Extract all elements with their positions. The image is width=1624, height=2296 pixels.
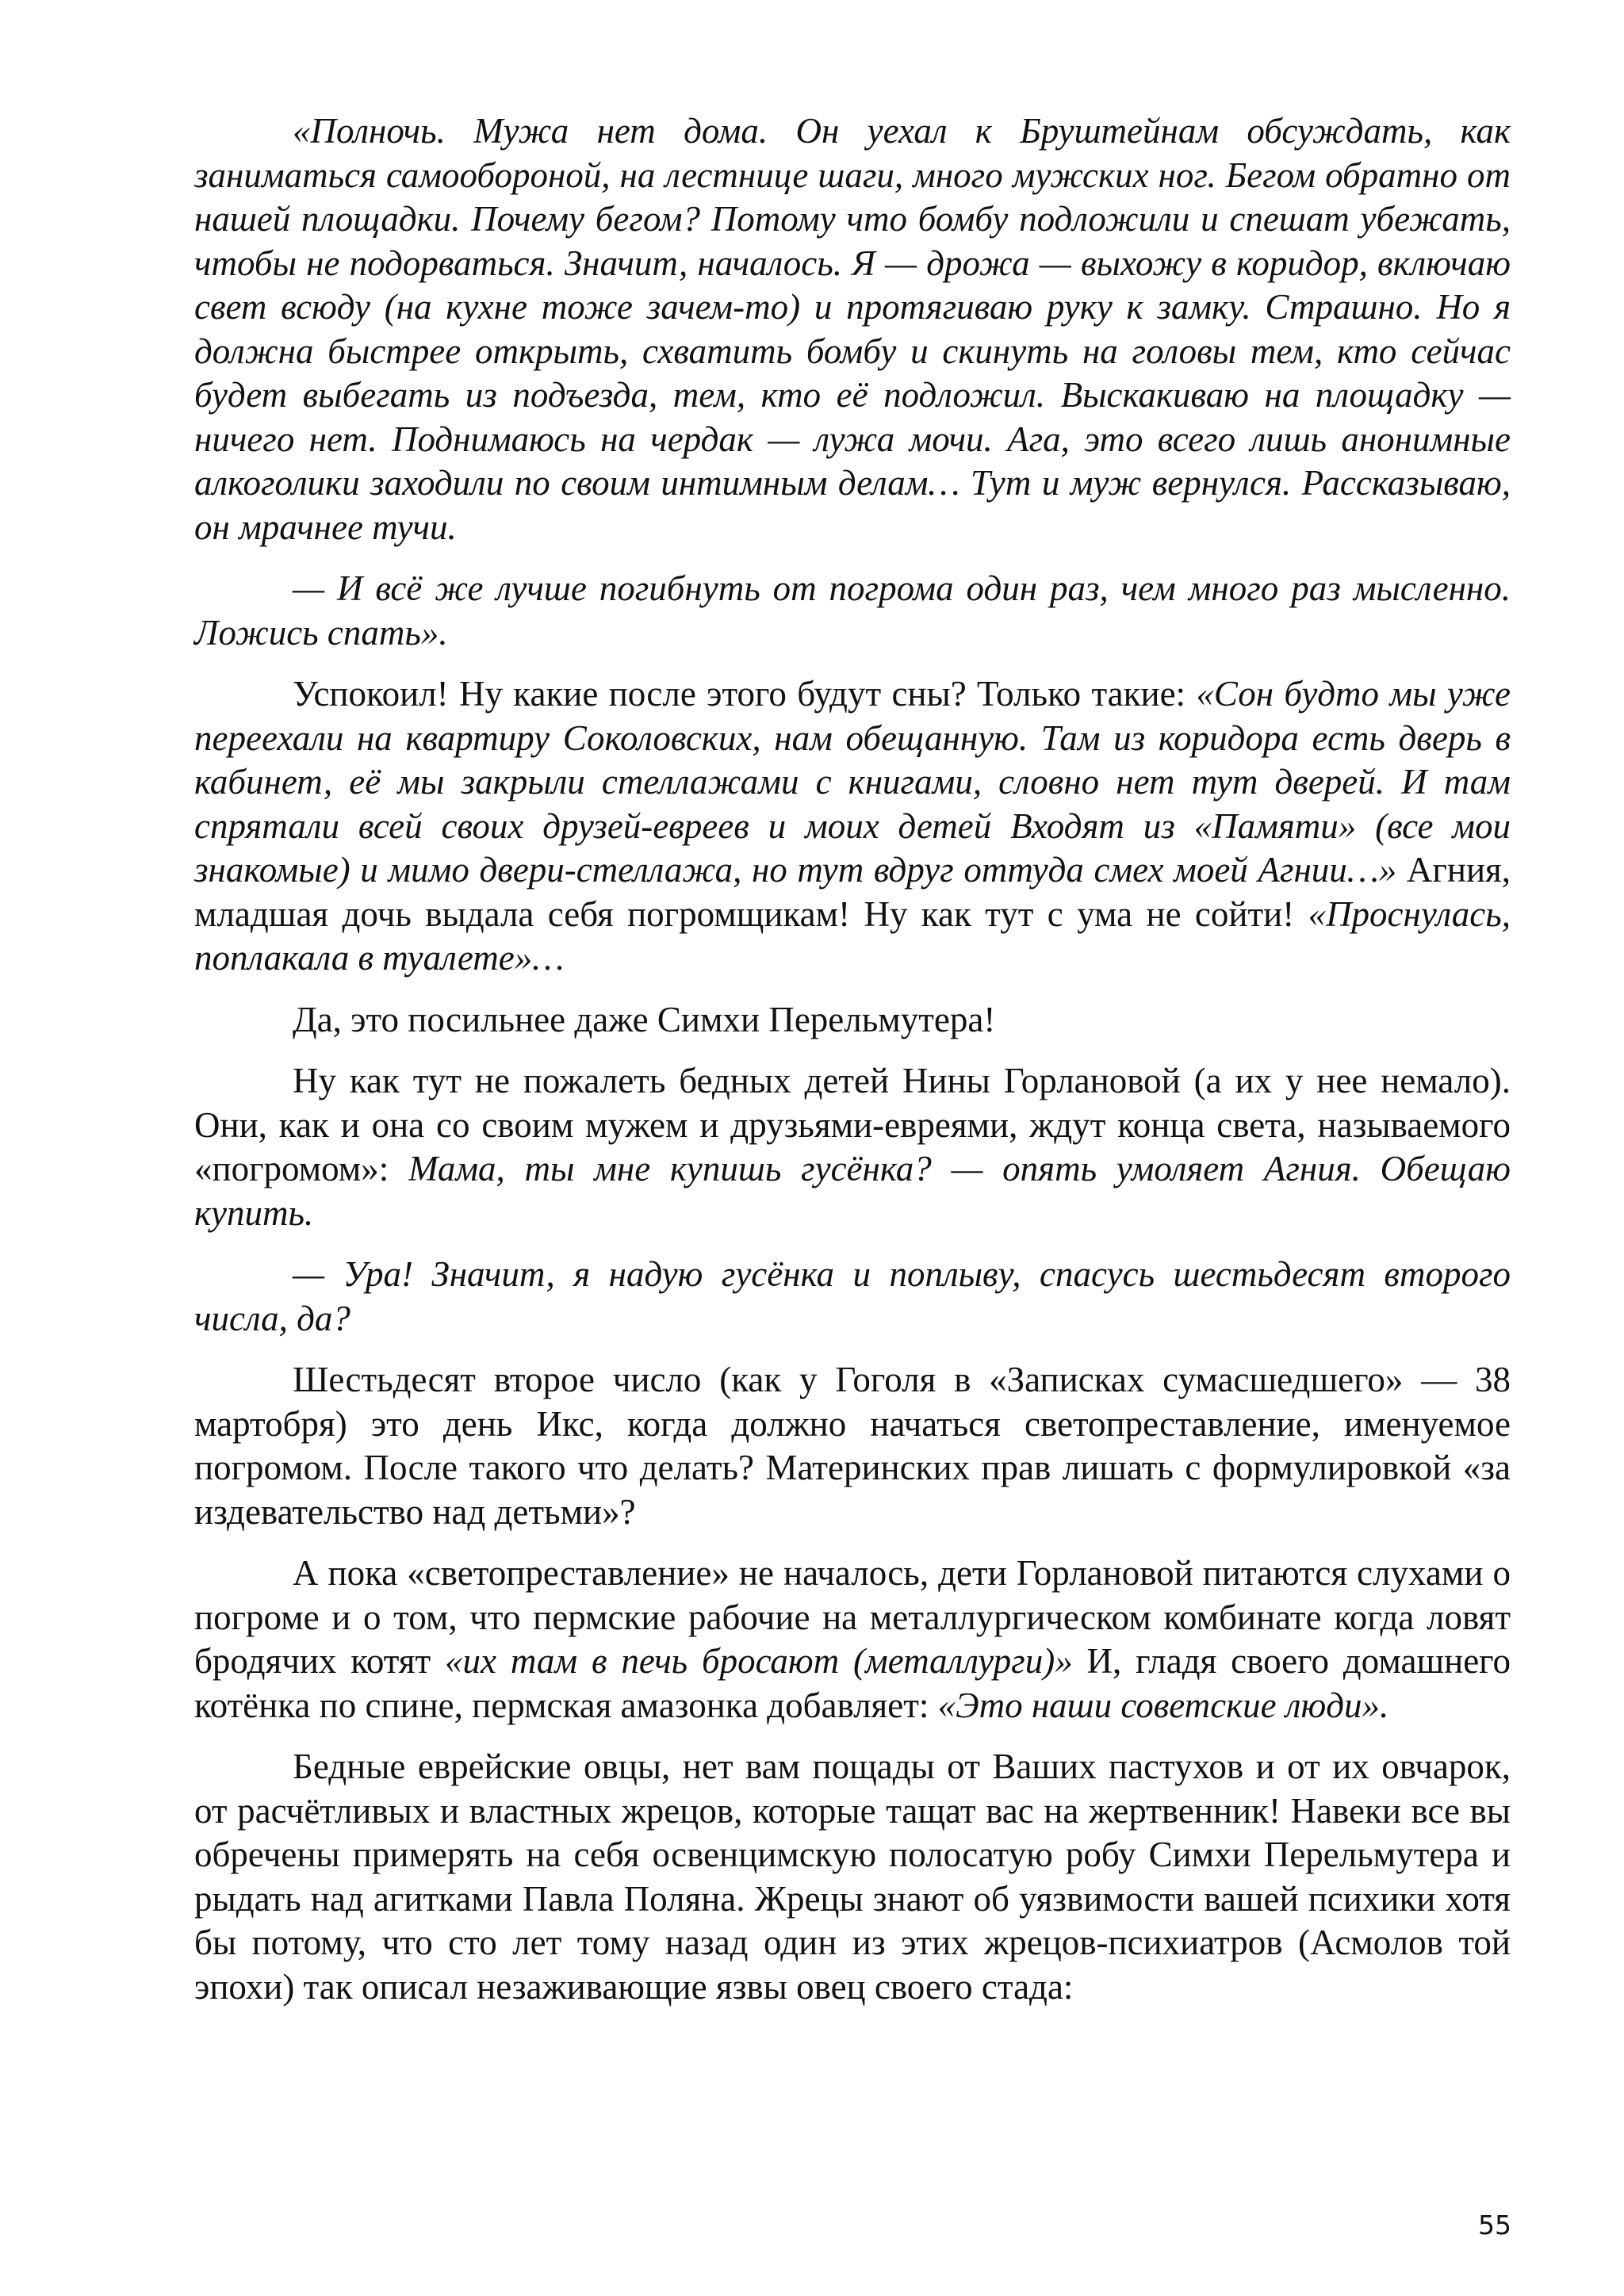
paragraph-dream (194, 672, 1511, 981)
paragraph-sixty-second-number (194, 1358, 1511, 1534)
paragraph-husband-reply (194, 567, 1511, 655)
rumors-quote-text: «их там в печь бросают (металлурги)» (445, 1641, 1073, 1681)
paragraph-perelmuter-remark (194, 998, 1511, 1043)
perelmuter-remark-text: Да, это посильнее даже Симхи Перельмутера! (293, 999, 996, 1039)
diary-quote-text: «Полночь. Мужа нет дома. Он уехал к Бруштейнам обсуждать, как заниматься самообороной, на лестнице шаги, много мужских ног. Бегом обратно от нашей площадки. Почему бегом? Потому что бомбу подложили и спешат убежать, чтобы не подорваться. Значит, началось. Я — дрожа — выхожу в коридор, включаю свет всюду (на кухне тоже зачем-то) и протягиваю руку к замку. Страшно. Но я должна быстрее открыть, схватить бомбу и скинуть на головы тем, кто сейчас будет выбегать из подъезда, тем, кто её подложил. Выскакиваю на площадку — ничего нет. Поднимаюсь на чердак — лужа мочи. Ага, это всего лишь анонимные алкоголики заходили по своим интимным делам… Тут и муж вернулся. Рассказываю, он мрачнее тучи. (194, 111, 1511, 547)
document-page (194, 109, 1511, 2026)
rumors-continuation-text: И, гладя своего домашнего котёнка по спине, пермская амазонка добавляет: (194, 1641, 1511, 1725)
sixty-second-number-text: Шестьдесят второе число (как у Гоголя в «Записках сумасшедшего» — 38 мартобря) это день Икс, когда должно начаться светопреставление, именуемое погромом. После такого что делать? Материнских прав лишать с формулировкой «за издевательство над детьми»? (194, 1360, 1511, 1532)
husband-reply-text: — И всё же лучше погибнуть от погрома один раз, чем много раз мысленно. Ложись спать». (194, 568, 1511, 652)
dream-ending-quote: «Проснулась, поплакала в туалете»… (194, 894, 1511, 978)
paragraph-agnia-reply (194, 1253, 1511, 1341)
soviet-people-quote: «Это наши советские люди». (937, 1685, 1389, 1725)
gosling-quote-text: Мама, ты мне купишь гусёнка? — опять умоляет Агния. Обещаю купить. (194, 1149, 1511, 1233)
paragraph-midnight-diary (194, 109, 1511, 549)
rumors-text: А пока «светопреставление» не началось, дети Горлановой питаются слухами о погроме и о том, что пермские рабочие на металлургическом комбинате когда ловят бродячих котят (194, 1553, 1511, 1681)
paragraph-gorlanova-children (194, 1059, 1511, 1235)
dream-comment-text: Агния, младшая дочь выдала себя погромщикам! Ну как тут с ума не сойти! (194, 850, 1511, 934)
jewish-sheep-text: Бедные еврейские овцы, нет вам пощады от Ваших пастухов и от их овчарок, от расчётливых и властных жрецов, которые тащат вас на жертвенник! Навеки все вы обречены примерять на себя освенцимскую полосатую робу Симхи Перельмутера и рыдать над агитками Павла Поляна. Жрецы знают об уязвимости вашей психики хотя бы потому, что сто лет тому назад один из этих жрецов-психиатров (Асмолов той эпохи) так описал незаживающие язвы овец своего стада: (194, 1747, 1511, 2007)
page-number: 55 (1478, 2210, 1511, 2241)
dream-quote-text: «Сон будто мы уже переехали на квартиру Соколовских, нам обещанную. Там из коридора есть дверь в кабинет, её мы закрыли стеллажами с книгами, словно нет тут дверей. И там спрятали всей своих друзей-евреев и моих детей Входят из «Памяти» (все мои знакомые) и мимо двери-стеллажа, но тут вдруг оттуда смех моей Агнии…» (194, 674, 1511, 890)
paragraph-rumors (194, 1552, 1511, 1728)
agnia-reply-text: — Ура! Значит, я надую гусёнка и поплыву, спасусь шестьдесят второго числа, да? (194, 1254, 1511, 1338)
paragraph-jewish-sheep (194, 1745, 1511, 2009)
dream-intro-text: Успокоил! Ну какие после этого будут сны? Только такие: (293, 674, 1197, 714)
gorlanova-children-text: Ну как тут не пожалеть бедных детей Нины Горлановой (а их у нее немало). Они, как и она со своим мужем и друзьями-евреями, ждут конца света, называемого «погромом»: (194, 1061, 1511, 1188)
